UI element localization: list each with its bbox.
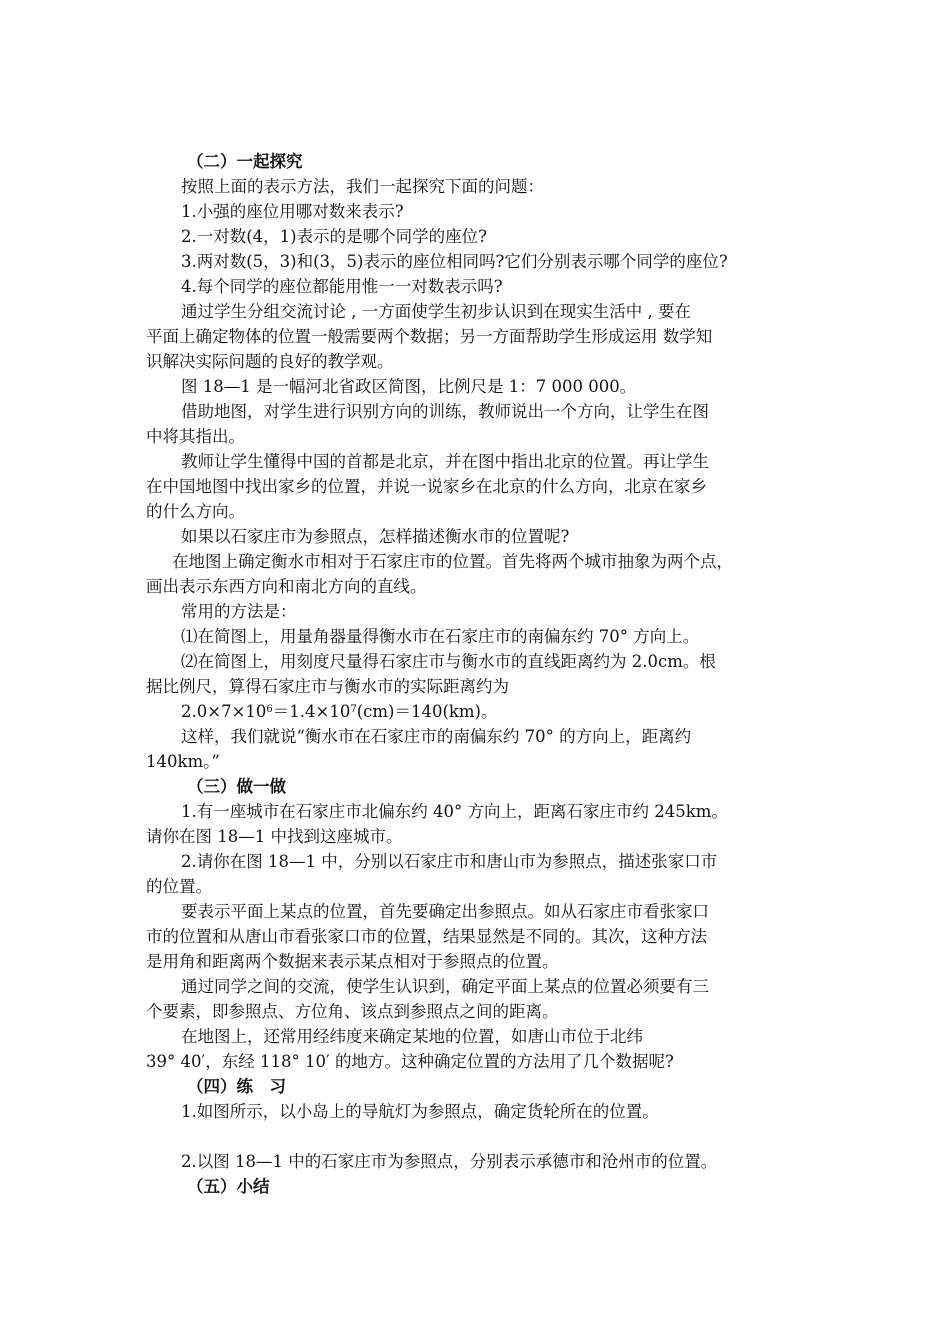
task-1: 1.有一座城市在石家庄市北偏东约 40° 方向上，距离石家庄市约 245km。	[181, 802, 728, 821]
exercise-2: 2.以图 18—1 中的石家庄市为参照点，分别表示承德市和沧州市的位置。	[181, 1152, 718, 1171]
section-heading-practice: （四）练 习	[187, 1077, 286, 1096]
paragraph-line: 通过学生分组交流讨论 , 一方面使学生初步认识到在现实生活中 , 要在	[181, 302, 691, 321]
paragraph-line: 借助地图，对学生进行识别方向的训练，教师说出一个方向，让学生在图	[181, 402, 709, 421]
paragraph-line: 中将其指出。	[146, 427, 245, 446]
section-heading-try: （三）做一做	[187, 777, 286, 796]
paragraph-line: 通过同学之间的交流，使学生认识到，确定平面上某点的位置必须要有三	[181, 977, 709, 996]
paragraph-line: 如果以石家庄市为参照点，怎样描述衡水市的位置呢?	[181, 527, 570, 546]
paragraph-line: 图 18—1 是一幅河北省政区简图，比例尺是 1：7 000 000。	[181, 377, 637, 396]
question-1: 1.小强的座位用哪对数来表示?	[181, 202, 404, 221]
paragraph-line: 识解决实际问题的良好的教学观。	[146, 352, 394, 371]
question-2: 2.一对数(4，1)表示的是哪个同学的座位?	[181, 227, 487, 246]
paragraph-line: 教师让学生懂得中国的首都是北京，并在图中指出北京的位置。再让学生	[181, 452, 709, 471]
paragraph-line: 在中国地图中找出家乡的位置，并说一说家乡在北京的什么方向，北京在家乡	[146, 477, 707, 496]
paragraph-line: 140km。”	[146, 752, 220, 771]
paragraph-line: 平面上确定物体的位置一般需要两个数据；另一方面帮助学生形成运用 数学知	[146, 327, 713, 346]
exercise-1: 1.如图所示，以小岛上的导航灯为参照点，确定货轮所在的位置。	[181, 1102, 659, 1121]
paragraph-line: 按照上面的表示方法，我们一起探究下面的问题：	[181, 177, 544, 196]
task-2: 2.请你在图 18—1 中，分别以石家庄市和唐山市为参照点，描述张家口市	[181, 852, 718, 871]
paragraph-line: 的位置。	[146, 877, 212, 896]
paragraph-line: 个要素，即参照点、方位角、该点到参照点之间的距离。	[146, 1002, 559, 1021]
paragraph-line: 市的位置和从唐山市看张家口市的位置，结果显然是不同的。其次，这种方法	[146, 927, 707, 946]
paragraph-line: 在地图上，还常用经纬度来确定某地的位置，如唐山市位于北纬	[181, 1027, 643, 1046]
question-3: 3.两对数(5，3)和(3，5)表示的座位相同吗?它们分别表示哪个同学的座位?	[181, 252, 728, 271]
paragraph-line: 在地图上确定衡水市相对于石家庄市的位置。首先将两个城市抽象为两个点，	[172, 552, 733, 571]
section-heading-explore: （二）一起探究	[187, 152, 303, 171]
paragraph-line: 的什么方向。	[146, 502, 245, 521]
paragraph-line: 要表示平面上某点的位置，首先要确定出参照点。如从石家庄市看张家口	[181, 902, 709, 921]
paragraph-line: 39° 40′，东经 118° 10′ 的地方。这种确定位置的方法用了几个数据呢?	[146, 1052, 674, 1071]
paragraph-line: 这样，我们就说“衡水市在石家庄市的南偏东约 70° 的方向上，距离约	[181, 727, 692, 746]
section-heading-summary: （五）小结	[187, 1177, 270, 1196]
method-2: ⑵在简图上，用刻度尺量得石家庄市与衡水市的直线距离约为 2.0cm。根	[181, 652, 716, 671]
paragraph-line: 常用的方法是：	[181, 602, 297, 621]
method-1: ⑴在简图上，用量角器量得衡水市在石家庄市的南偏东约 70° 方向上。	[181, 627, 700, 646]
formula-line: $2.0\times 7\times 10^6=1.4\times 10^7(cm)=140(km)$。	[181, 702, 498, 721]
paragraph-line: 据比例尺，算得石家庄市与衡水市的实际距离约为	[146, 677, 509, 696]
paragraph-line: 是用角和距离两个数据来表示某点相对于参照点的位置。	[146, 952, 559, 971]
paragraph-line: 画出表示东西方向和南北方向的直线。	[146, 577, 427, 596]
paragraph-line: 请你在图 18—1 中找到这座城市。	[146, 827, 403, 846]
question-4: 4.每个同学的座位都能用惟一一对数表示吗?	[181, 277, 503, 296]
